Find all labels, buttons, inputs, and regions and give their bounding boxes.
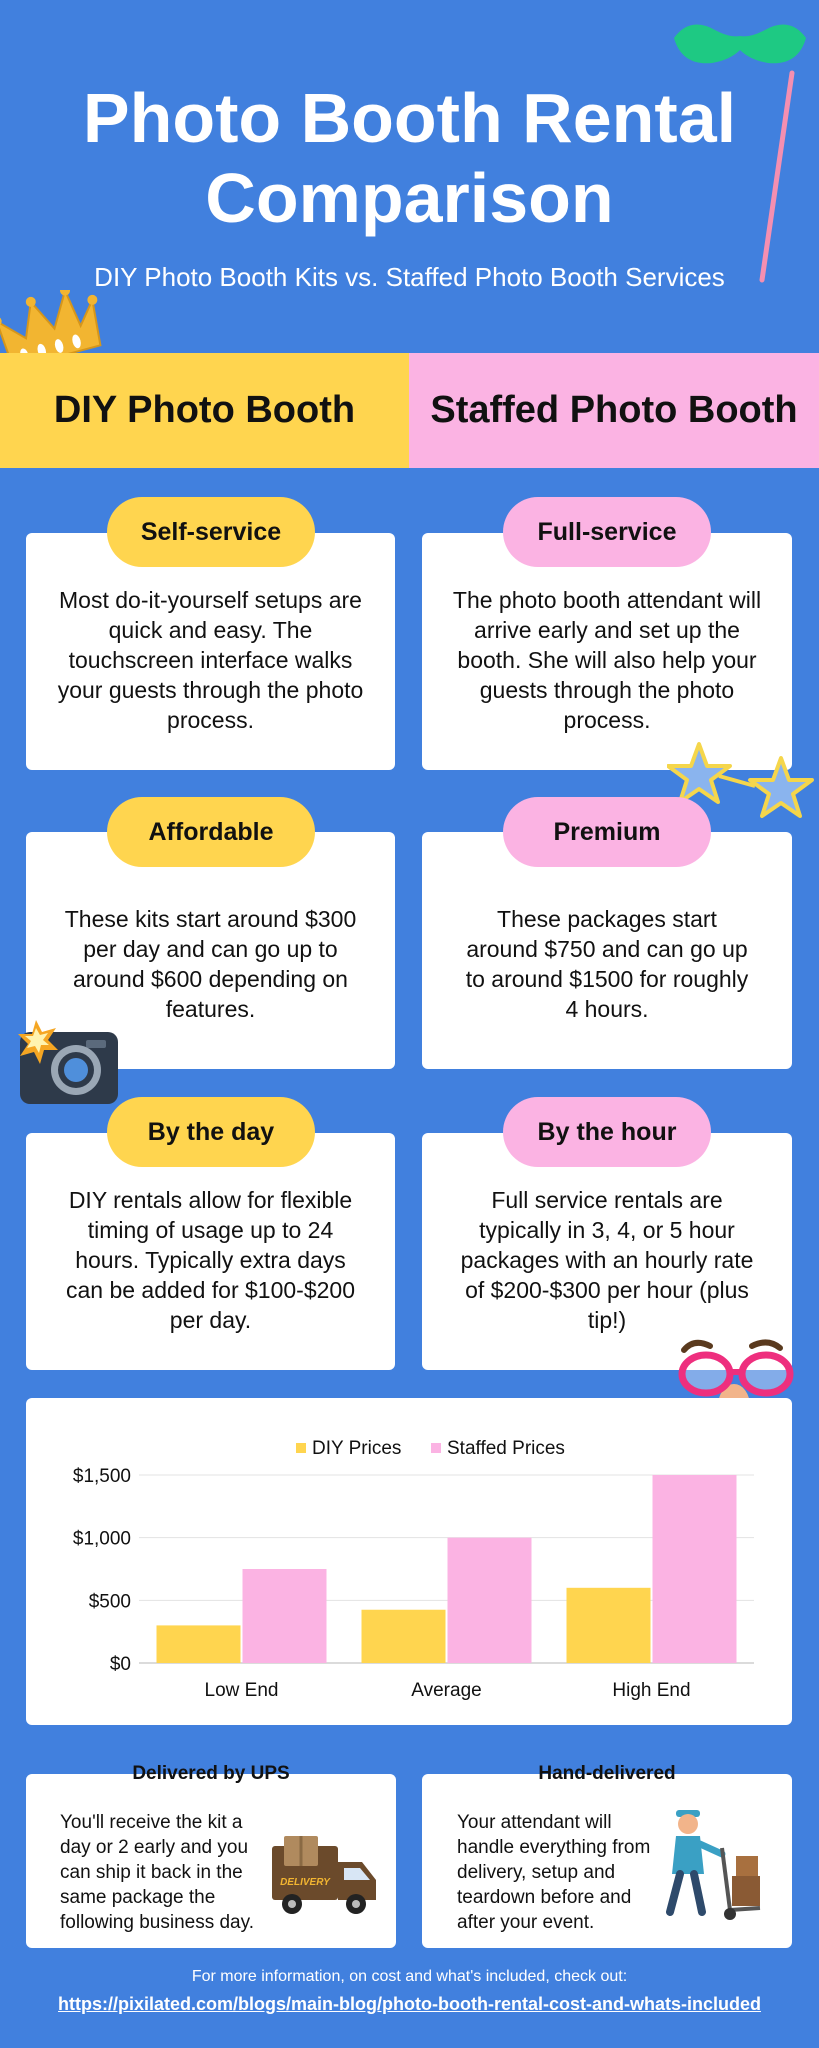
full-service-label: Full-service	[503, 497, 711, 567]
legend-label: DIY Prices	[312, 1438, 402, 1459]
y-tick-label: $0	[109, 1654, 131, 1675]
x-tick-label: Low End	[204, 1680, 279, 1701]
self-service-label: Self-service	[107, 497, 315, 567]
camera-icon	[14, 1018, 126, 1110]
chart-y-axis	[73, 1466, 131, 1675]
by-the-day-label: By the day	[107, 1097, 315, 1167]
x-tick-label: Average	[411, 1680, 482, 1701]
staffed-full-service-card	[422, 533, 792, 770]
bar-diy-low-end	[157, 1625, 241, 1663]
page-subtitle: DIY Photo Booth Kits vs. Staffed Photo Booth Services	[94, 262, 725, 292]
staffed-column-header: Staffed Photo Booth	[409, 353, 819, 468]
y-tick-label: $1,000	[72, 1528, 131, 1550]
staffed-by-the-hour-text: Full service rentals are typically in 3, 4, or 5 hour packages with an hourly rate of $200-$300 per hour (plus tip!)	[460, 1187, 754, 1333]
staffed-premium-text: These packages start around $750 and can go up to around $1500 for roughly 4 hours.	[465, 906, 749, 1022]
staffed-premium-card	[422, 832, 792, 1069]
hand-delivered-label: Hand-delivered	[538, 1763, 676, 1784]
footer-note: For more information, on cost and what's included, check out:	[191, 1968, 628, 1985]
by-the-hour-label: By the hour	[503, 1097, 711, 1167]
staffed-delivery-text: Your attendant will handle everything from delivery, setup and teardown before and after your event.	[457, 1812, 651, 1933]
diy-delivery-text: You'll receive the kit a day or 2 early and you can ship it back in the same package the following business day.	[60, 1812, 254, 1933]
diy-column-header: DIY Photo Booth	[0, 353, 409, 468]
premium-label: Premium	[503, 797, 711, 867]
legend-label: Staffed Prices	[447, 1438, 565, 1459]
diy-by-the-day-card	[26, 1133, 395, 1370]
chart-x-axis	[205, 1680, 691, 1701]
delivery-person-icon	[658, 1804, 770, 1924]
diy-delivery-card	[26, 1774, 396, 1948]
bar-staffed-low-end	[243, 1569, 327, 1663]
y-tick-label: $500	[88, 1591, 131, 1613]
staffed-full-service-text: The photo booth attendant will arrive early and set up the booth. She will also help your guests through the photo process.	[452, 587, 762, 733]
footer-link[interactable]: https://pixilated.com/blogs/main-blog/photo-booth-rental-cost-and-whats-included	[58, 1994, 761, 2014]
page-title: Photo Booth Rental Comparison	[82, 79, 737, 237]
chart-legend	[296, 1438, 565, 1459]
bar-diy-average	[362, 1610, 446, 1663]
affordable-label: Affordable	[107, 797, 315, 867]
price-chart-card	[26, 1398, 792, 1725]
staffed-by-the-hour-card	[422, 1133, 792, 1370]
bar-diy-high-end	[567, 1588, 651, 1663]
x-tick-label: High End	[612, 1680, 691, 1701]
diy-by-the-day-text: DIY rentals allow for flexible timing of usage up to 24 hours. Typically extra days can be added for $100-$200 per day.	[65, 1187, 356, 1333]
truck-label: DELIVERY	[280, 1877, 330, 1888]
chart-bars	[157, 1475, 737, 1663]
legend-swatch	[431, 1443, 441, 1453]
delivered-by-ups-label: Delivered by UPS	[132, 1763, 290, 1784]
bar-staffed-high-end	[653, 1475, 737, 1663]
diy-self-service-card	[26, 533, 395, 770]
legend-swatch	[296, 1443, 306, 1453]
diy-self-service-text: Most do-it-yourself setups are quick and easy. The touchscreen interface walks your guests through the photo process.	[57, 587, 364, 733]
diy-affordable-text: These kits start around $300 per day and can go up to around $600 depending on features.	[64, 906, 357, 1022]
delivery-truck-icon	[270, 1832, 382, 1922]
staffed-delivery-card	[422, 1774, 792, 1948]
price-bar-chart	[26, 1398, 792, 1725]
y-tick-label: $1,500	[72, 1466, 131, 1487]
bar-staffed-average	[448, 1538, 532, 1663]
